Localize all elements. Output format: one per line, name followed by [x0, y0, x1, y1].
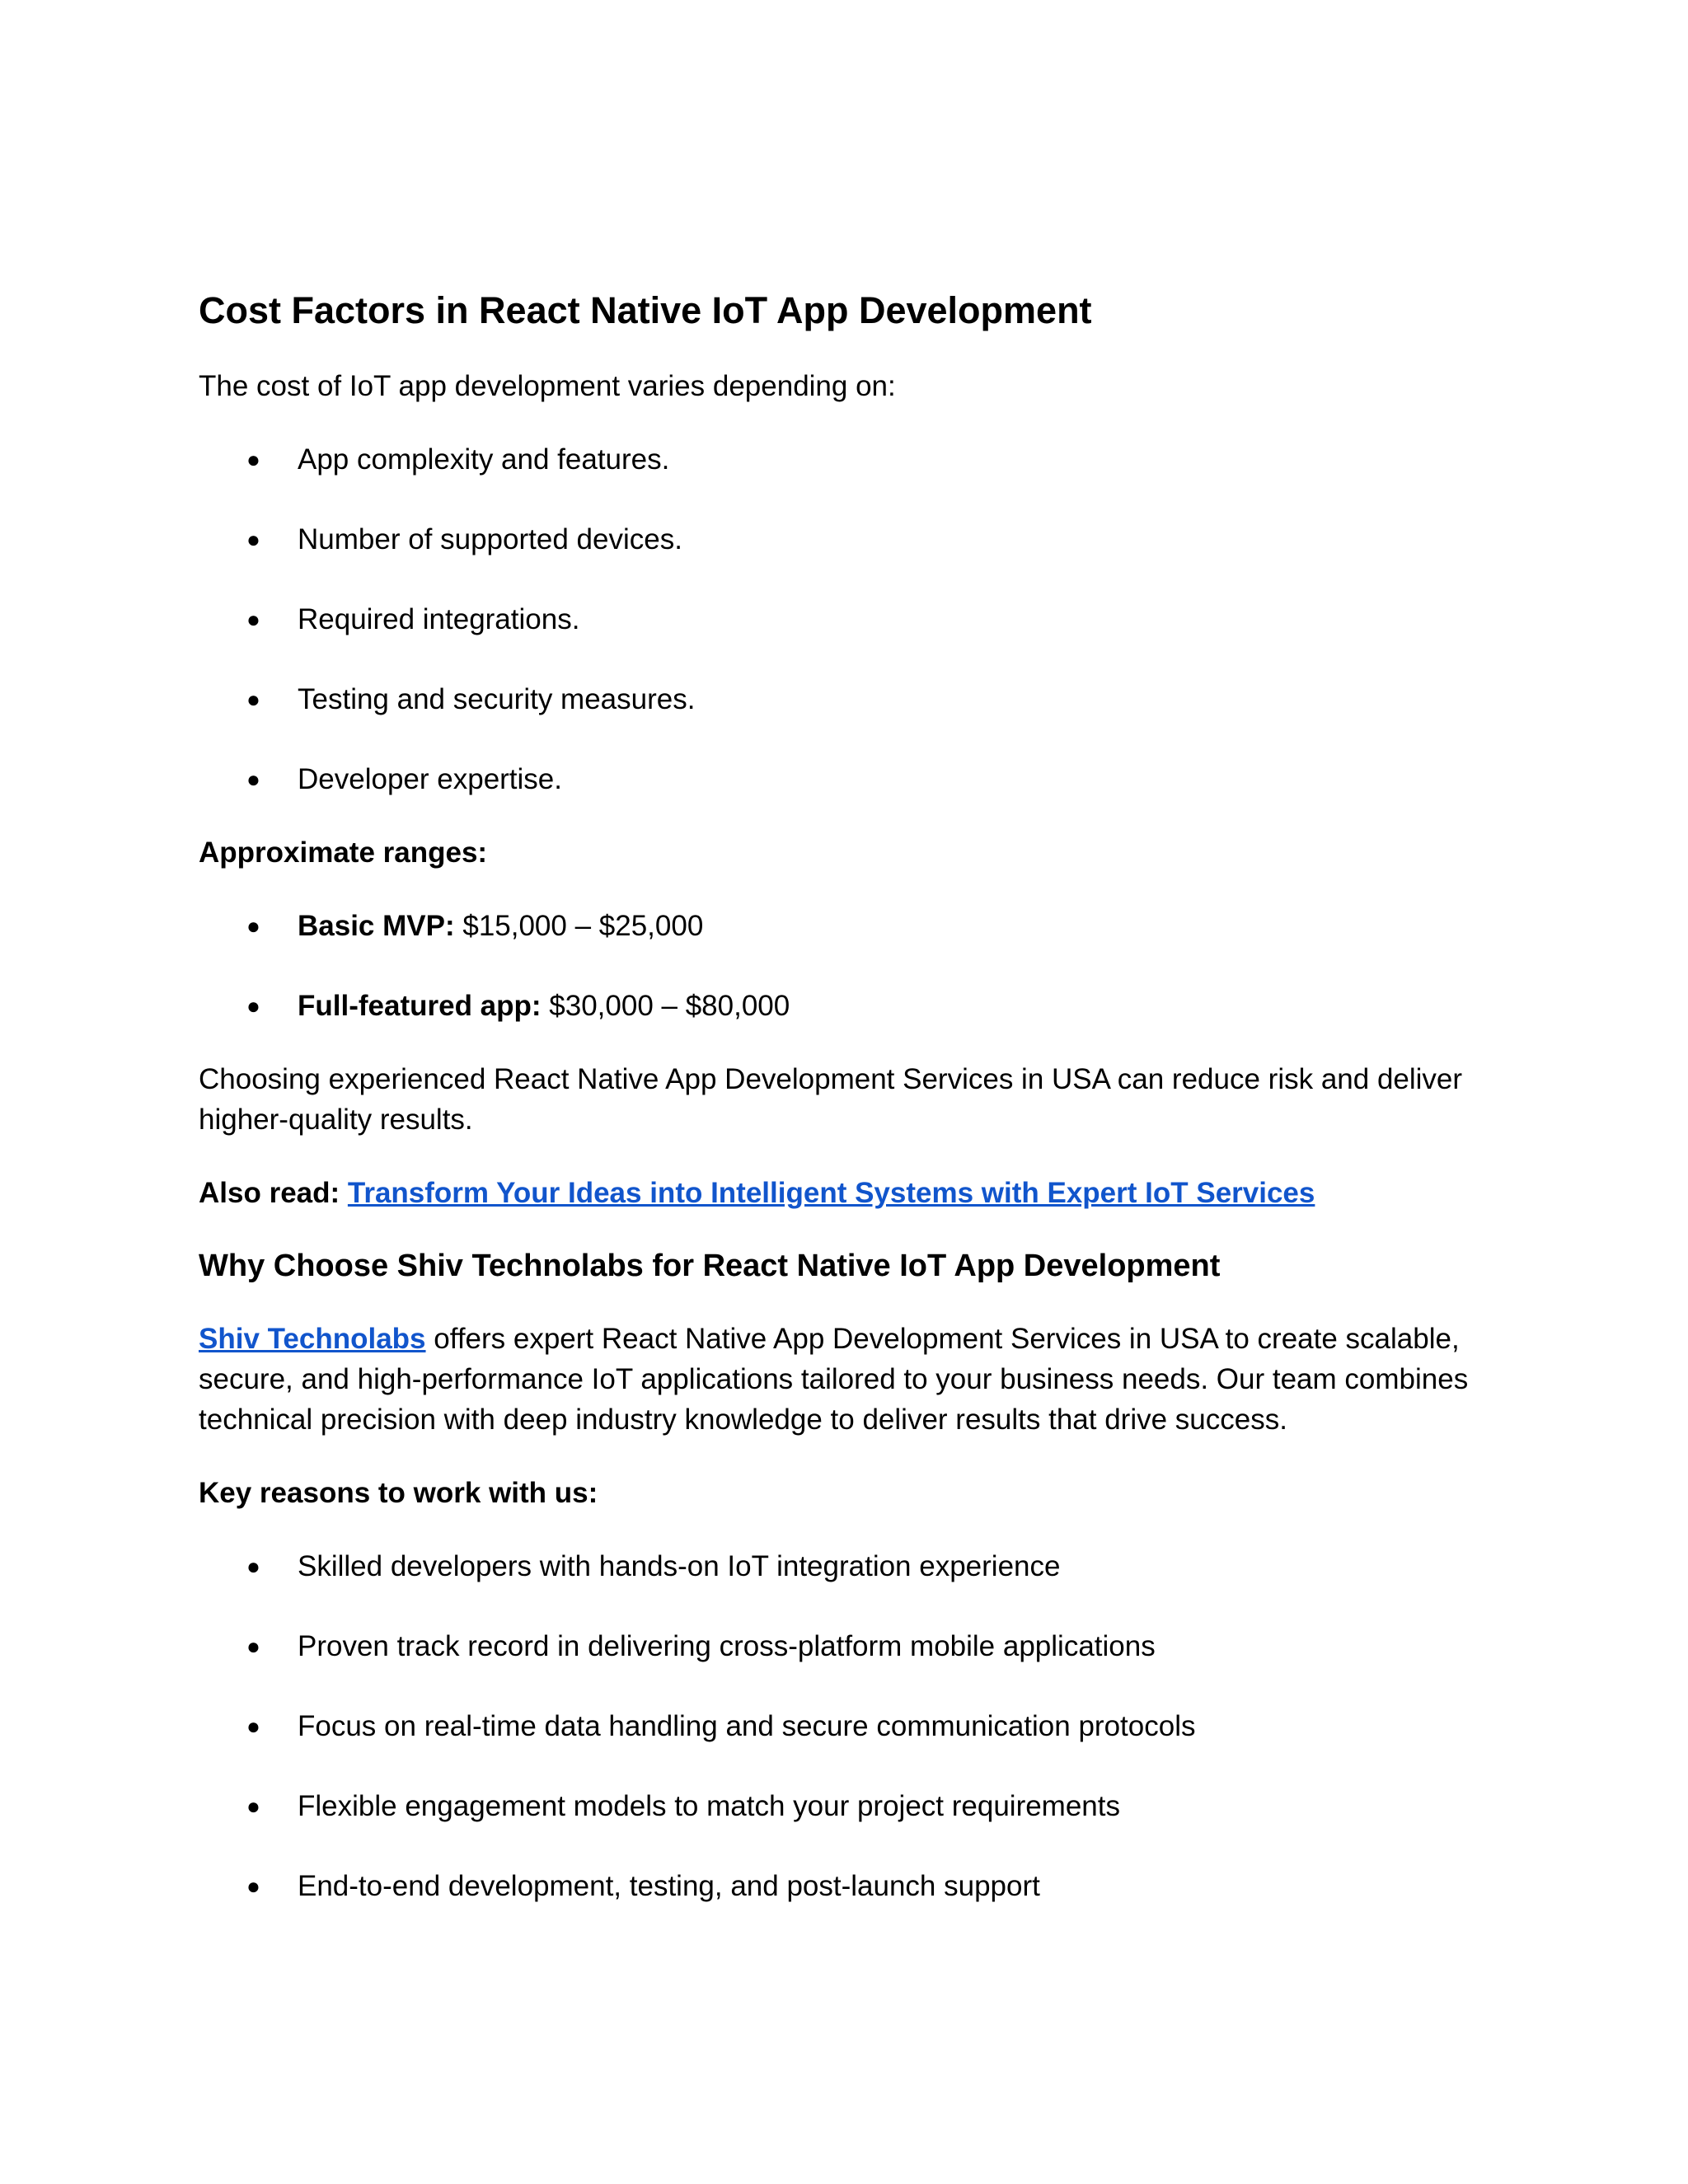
list-item: ● Skilled developers with hands-on IoT integration experience [199, 1546, 1489, 1586]
range-label: Basic MVP: [298, 910, 455, 942]
cost-intro-paragraph: The cost of IoT app development varies depending on: [199, 370, 896, 402]
list-item: ● Developer expertise. [199, 759, 1489, 799]
also-read-line [199, 1173, 1489, 1213]
bullet-icon: ● [246, 447, 260, 472]
bullet-icon: ● [246, 1713, 260, 1739]
closing-paragraph: Choosing experienced React Native App Development Services in USA can reduce risk and deliver higher-quality results. [199, 1063, 1463, 1136]
list-item: ● Number of supported devices. [199, 519, 1489, 560]
document-page [199, 288, 1489, 1939]
list-item [199, 906, 1489, 946]
bullet-icon: ● [246, 913, 260, 939]
also-read-label: Also read: [199, 1177, 348, 1209]
ranges-list [199, 906, 1489, 1026]
bullet-icon: ● [246, 607, 260, 632]
list-item: ● App complexity and features. [199, 439, 1489, 480]
list-item: ● Flexible engagement models to match your project requirements [199, 1786, 1489, 1826]
bullet-icon: ● [246, 527, 260, 552]
list-item: ● Proven track record in delivering cross-platform mobile applications [199, 1626, 1489, 1666]
also-read-link[interactable]: Transform Your Ideas into Intelligent Systems with Expert IoT Services [347, 1177, 1315, 1209]
ranges-heading: Approximate ranges: [199, 837, 488, 869]
list-item: ● Testing and security measures. [199, 679, 1489, 719]
section-title-cost-factors: Cost Factors in React Native IoT App Development [199, 289, 1092, 331]
list-item [199, 986, 1489, 1026]
range-value: $15,000 – $25,000 [454, 910, 704, 942]
reasons-heading: Key reasons to work with us: [199, 1477, 598, 1509]
list-item: ● Focus on real-time data handling and secure communication protocols [199, 1706, 1489, 1746]
company-body-text: offers expert React Native App Development Services in USA to create scalable, secure, and high-performance IoT applications tailored to your business needs. Our team combines technical precision with deep industry knowledge to deliver results that drive success. [199, 1323, 1469, 1436]
reasons-list [199, 1546, 1489, 1906]
bullet-icon: ● [246, 1633, 260, 1659]
section-title-why-choose: Why Choose Shiv Technolabs for React Native IoT App Development [199, 1249, 1221, 1283]
list-item: ● End-to-end development, testing, and post-launch support [199, 1866, 1489, 1906]
bullet-icon: ● [246, 1873, 260, 1899]
range-value: $30,000 – $80,000 [541, 990, 790, 1022]
company-link[interactable]: Shiv Technolabs [199, 1323, 426, 1355]
bullet-icon: ● [246, 1554, 260, 1579]
list-item: ● Required integrations. [199, 599, 1489, 640]
bullet-icon: ● [246, 766, 260, 792]
bullet-icon: ● [246, 1793, 260, 1819]
bullet-icon: ● [246, 687, 260, 712]
range-label: Full-featured app: [298, 990, 542, 1022]
company-paragraph [199, 1319, 1489, 1440]
cost-factors-list [199, 439, 1489, 799]
bullet-icon: ● [246, 993, 260, 1019]
